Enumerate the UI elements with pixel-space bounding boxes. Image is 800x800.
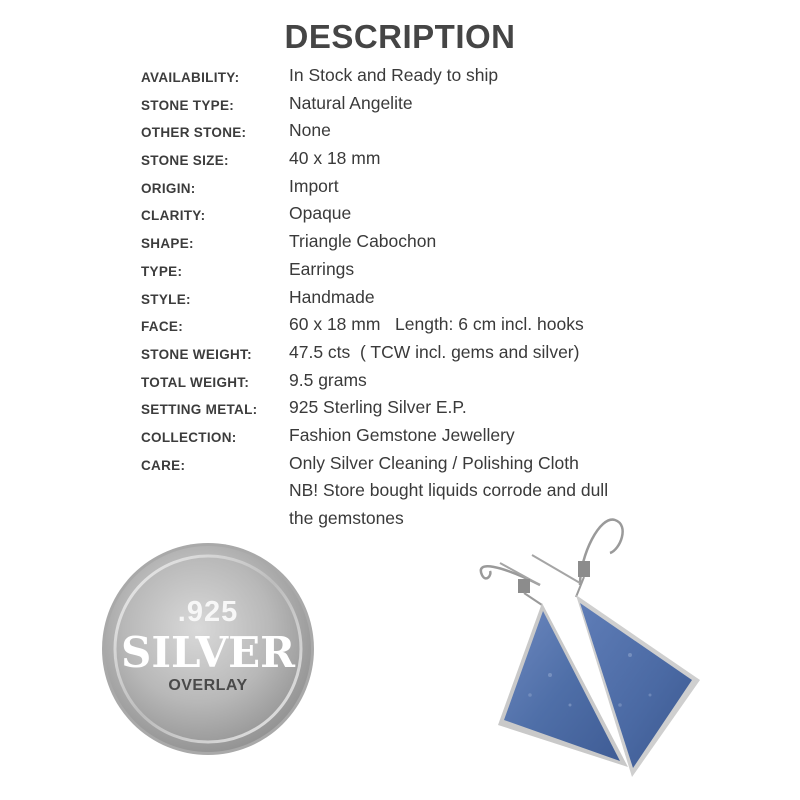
badge-metal: SILVER [120,628,296,677]
spec-value: Earrings [289,258,355,279]
spec-label: STONE TYPE: [141,97,235,113]
spec-label: STYLE: [141,291,191,307]
page-title: DESCRIPTION [284,18,516,55]
badge-finish: OVERLAY [168,677,248,694]
spec-label: FACE: [141,319,183,335]
spec-label: SHAPE: [141,236,194,252]
spec-value: Import [289,175,339,196]
spec-value: 925 Sterling Silver E.P. [289,397,467,418]
spec-value: the gemstones [289,508,404,528]
spec-label: OTHER STONE: [141,125,247,141]
spec-value: Fashion Gemstone Jewellery [289,424,515,445]
spec-value: Natural Angelite [289,92,413,113]
spec-label: ORIGIN: [141,180,196,196]
spec-value: Triangle Cabochon [289,231,437,252]
spec-value: In Stock and Ready to ship [289,65,499,85]
spec-label: TOTAL WEIGHT: [141,374,250,390]
spec-value: 47.5 cts ( TCW incl. gems and silver) [289,341,580,362]
spec-label: SETTING METAL: [141,402,258,418]
spec-label: CARE: [141,457,186,473]
spec-value: Opaque [289,203,352,224]
spec-label: STONE WEIGHT: [141,346,252,362]
spec-label: AVAILABILITY: [141,70,240,85]
triangle-earrings-image [470,505,710,795]
spec-label: COLLECTION: [141,429,237,445]
spec-label: STONE SIZE: [141,153,229,169]
spec-value: None [289,120,331,141]
badge-purity: .925 [177,596,239,628]
spec-label: CLARITY: [141,208,206,224]
spec-value: Only Silver Cleaning / Polishing Cloth [289,452,579,473]
spec-value: NB! Store bought liquids corrode and dull [289,480,609,501]
spec-value: 60 x 18 mm Length: 6 cm incl. hooks [289,314,584,335]
spec-label: TYPE: [141,263,183,279]
spec-value: 9.5 grams [289,369,367,390]
spec-value: 40 x 18 mm [289,148,381,169]
spec-value: Handmade [289,286,375,307]
